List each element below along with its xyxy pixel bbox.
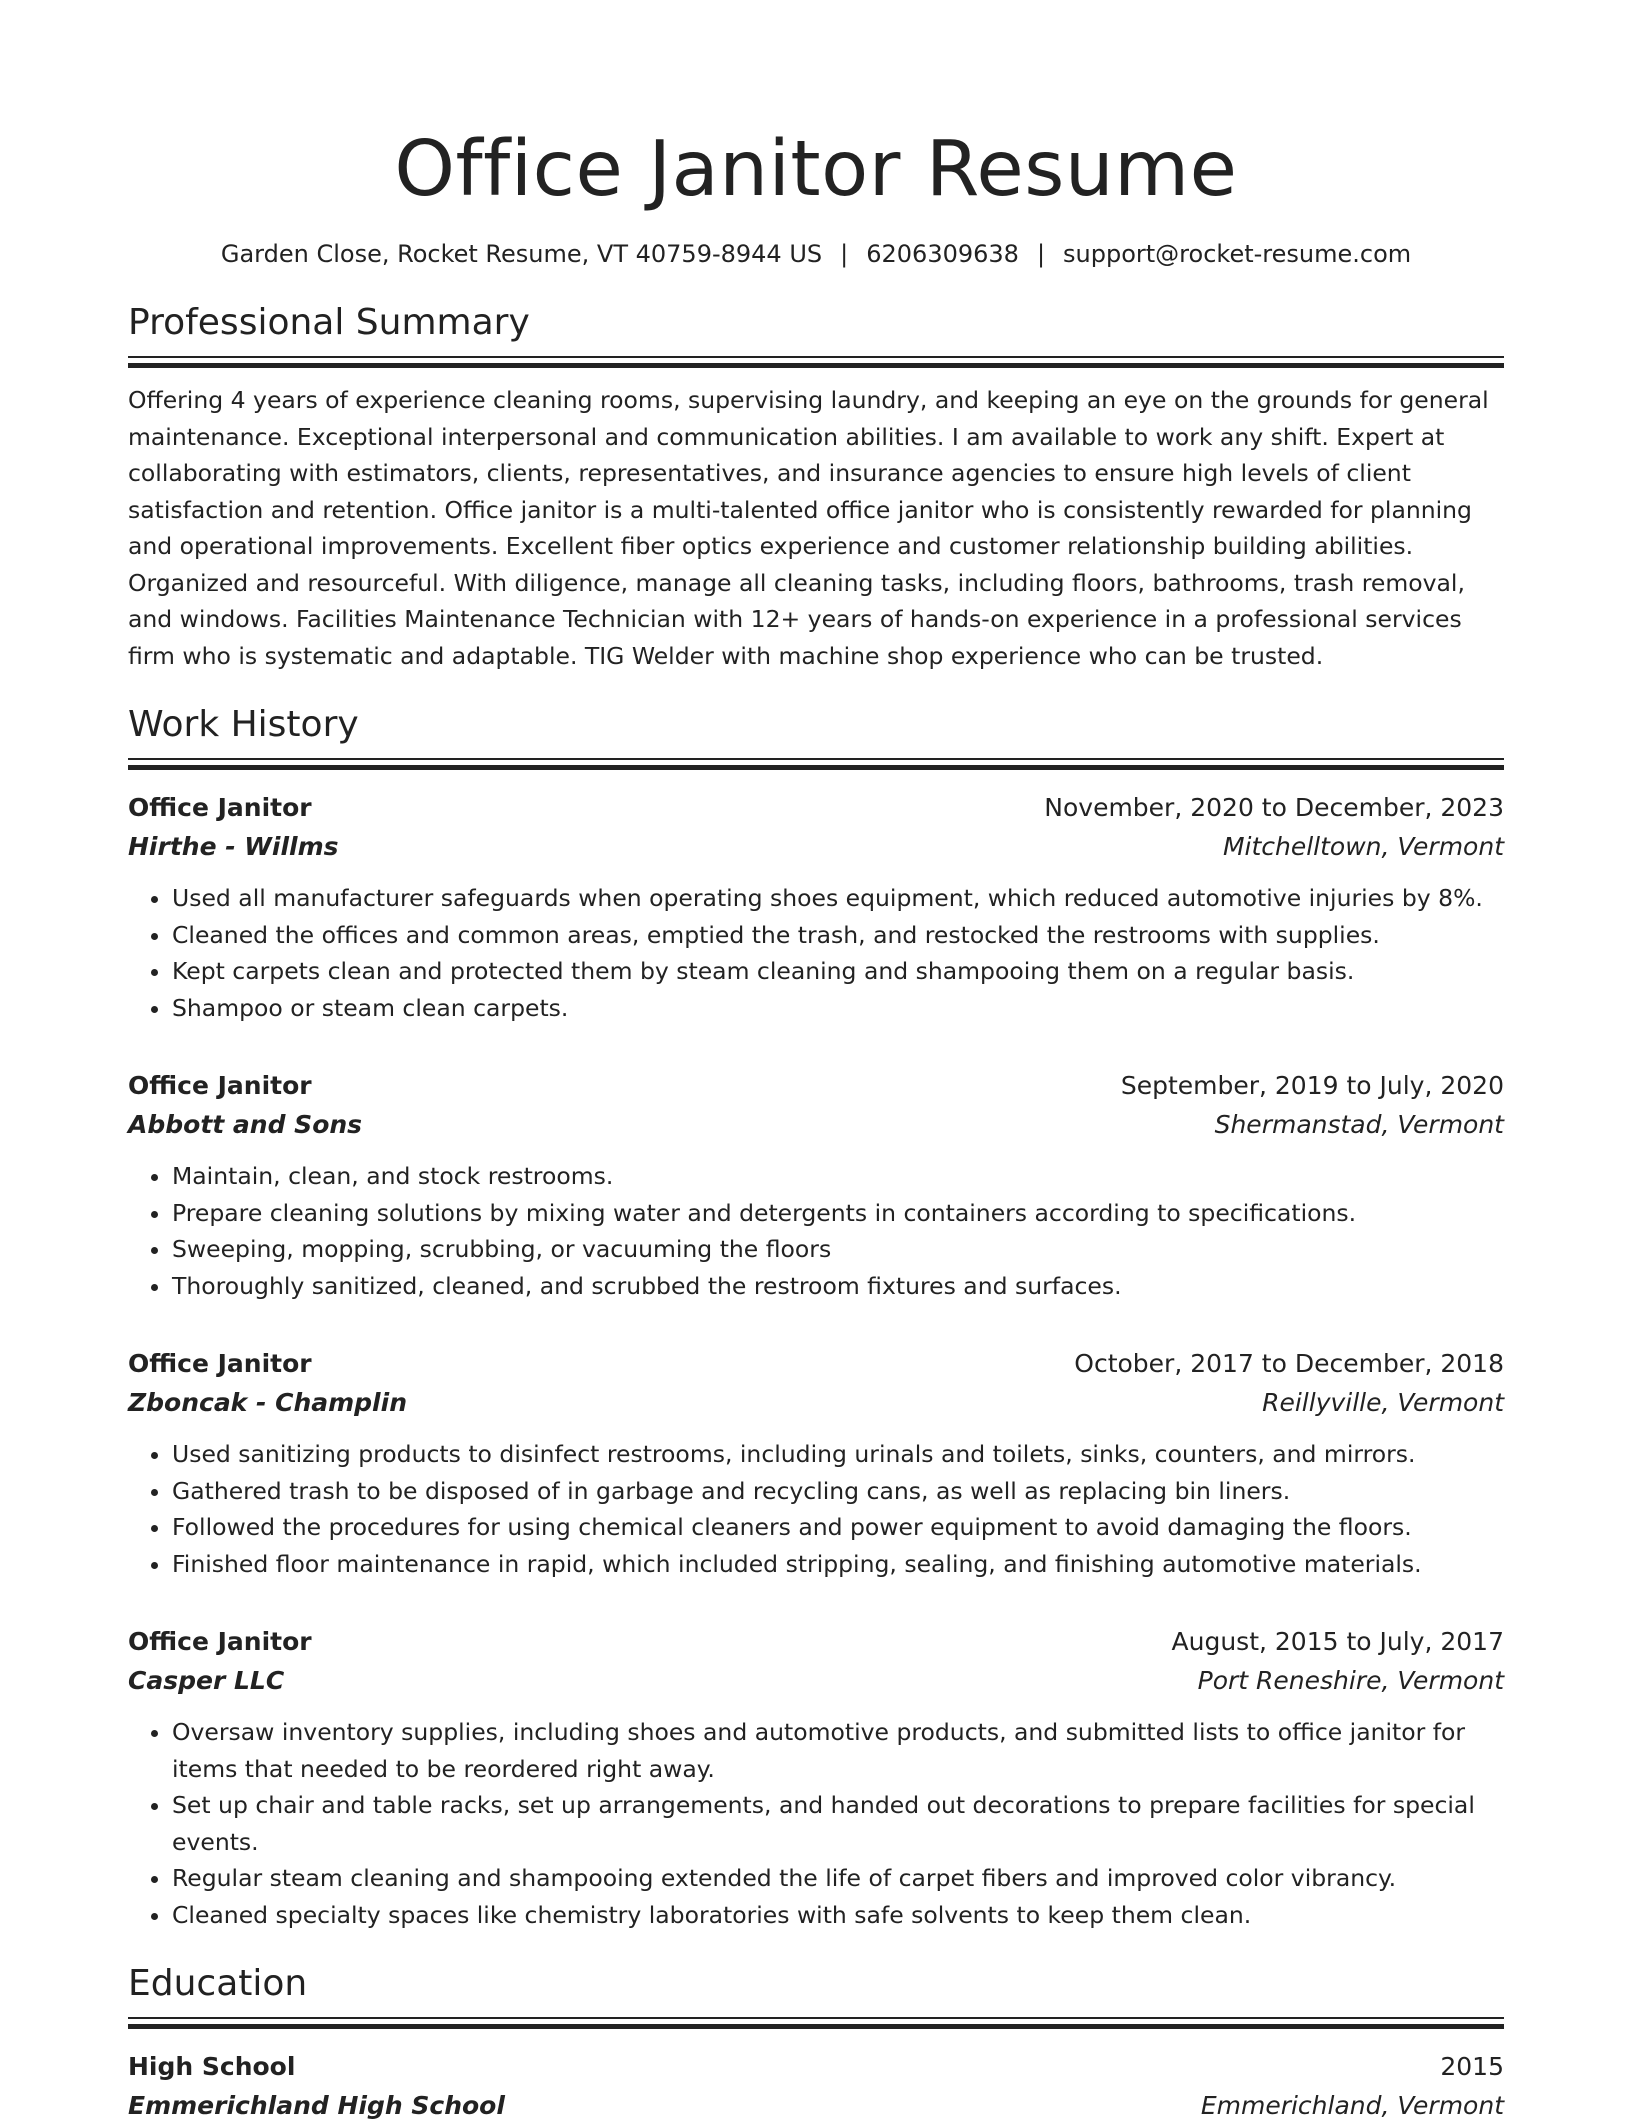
work-history-heading: Work History [128, 704, 359, 745]
education-section [128, 1959, 1504, 2125]
contact-phone: 6206309638 [866, 240, 1019, 268]
job-bullet: • Cleaned the offices and common areas, emptied the trash, and restocked the restrooms with supplies. [172, 917, 1504, 954]
contact-separator: | [1036, 240, 1046, 268]
contact-address: Garden Close, Rocket Resume, VT 40759-8944 US [220, 240, 823, 268]
job-bullets [128, 1714, 1504, 1933]
job-bullet: • Used all manufacturer safeguards when operating shoes equipment, which reduced automotive injuries by 8%. [172, 880, 1504, 917]
job-company-row [128, 827, 1504, 866]
job-bullet: • Thoroughly sanitized, cleaned, and scrubbed the restroom fixtures and surfaces. [172, 1268, 1504, 1305]
section-divider [128, 356, 1504, 368]
job-bullet: • Shampoo or steam clean carpets. [172, 990, 1504, 1027]
job-header-row [128, 1344, 1504, 1383]
job-dates: November, 2020 to December, 2023 [1044, 793, 1504, 822]
job-entry [128, 1344, 1504, 1582]
job-title: Office Janitor [128, 1349, 312, 1378]
job-bullet: • Maintain, clean, and stock restrooms. [172, 1158, 1504, 1195]
job-entry [128, 788, 1504, 1026]
contact-line [128, 236, 1504, 272]
job-dates: August, 2015 to July, 2017 [1171, 1627, 1504, 1656]
job-header-row [128, 1066, 1504, 1105]
education-location: Emmerichland, Vermont [1200, 2091, 1504, 2120]
summary-section [128, 298, 1504, 674]
job-location: Shermanstad, Vermont [1214, 1110, 1504, 1139]
resume-page [128, 0, 1504, 2125]
job-dates: September, 2019 to July, 2020 [1120, 1071, 1504, 1100]
job-bullet: • Cleaned specialty spaces like chemistry laboratories with safe solvents to keep them clean. [172, 1897, 1504, 1934]
education-entry [128, 2047, 1504, 2125]
job-company: Hirthe - Willms [128, 832, 339, 861]
job-bullets [128, 880, 1504, 1026]
job-bullets [128, 1158, 1504, 1304]
job-company: Zboncak - Champlin [128, 1388, 407, 1417]
job-bullet: • Oversaw inventory supplies, including shoes and automotive products, and submitted lists to office janitor for items that needed to be reordered right away. [172, 1714, 1504, 1787]
job-bullet: • Gathered trash to be disposed of in garbage and recycling cans, as well as replacing bin liners. [172, 1473, 1504, 1510]
job-title: Office Janitor [128, 1071, 312, 1100]
job-bullet: • Finished floor maintenance in rapid, which included stripping, sealing, and finishing automotive materials. [172, 1546, 1504, 1583]
job-header-row [128, 1622, 1504, 1661]
job-location: Port Reneshire, Vermont [1197, 1666, 1504, 1695]
education-heading: Education [128, 1963, 308, 2004]
section-divider [128, 2017, 1504, 2029]
education-school: Emmerichland High School [128, 2091, 505, 2120]
job-entry [128, 1066, 1504, 1304]
job-bullet: • Sweeping, mopping, scrubbing, or vacuuming the floors [172, 1231, 1504, 1268]
job-bullet: • Kept carpets clean and protected them by steam cleaning and shampooing them on a regular basis. [172, 953, 1504, 990]
job-entry [128, 1622, 1504, 1933]
job-bullet: • Set up chair and table racks, set up arrangements, and handed out decorations to prepare facilities for special events. [172, 1787, 1504, 1860]
job-company: Casper LLC [128, 1666, 285, 1695]
job-bullet: • Used sanitizing products to disinfect restrooms, including urinals and toilets, sinks, counters, and mirrors. [172, 1436, 1504, 1473]
summary-heading: Professional Summary [128, 302, 530, 343]
job-title: Office Janitor [128, 793, 312, 822]
job-bullet: • Regular steam cleaning and shampooing extended the life of carpet fibers and improved color vibrancy. [172, 1860, 1504, 1897]
job-company-row [128, 1105, 1504, 1144]
job-location: Reillyville, Vermont [1262, 1388, 1504, 1417]
job-company: Abbott and Sons [128, 1110, 363, 1139]
contact-email: support@rocket-resume.com [1063, 240, 1412, 268]
resume-title: Office Janitor Resume [394, 125, 1238, 214]
job-company-row [128, 1661, 1504, 1700]
education-year: 2015 [1440, 2052, 1504, 2081]
contact-separator: | [840, 240, 849, 268]
summary-text: Offering 4 years of experience cleaning rooms, supervising laundry, and keeping an eye on the grounds for general maintenance. Exceptional interpersonal and communication abilities. I am available to work any shift. Expert at collaborating with estimators, clients, representatives, and insurance agencies to ensure high levels of client satisfaction and retention. Office janitor is a multi-talented office janitor who is consistently rewarded for planning and operational improvements. Excellent fiber optics experience and customer relationship building abilities. Organized and resourceful. With diligence, manage all cleaning tasks, including floors, bathrooms, trash removal, and windows. Facilities Maintenance Technician with 12+ years of hands-on experience in a professional services firm who is systematic and adaptable. TIG Welder with machine shop experience who can be trusted. [128, 386, 1489, 670]
education-school-row [128, 2086, 1504, 2125]
job-company-row [128, 1383, 1504, 1422]
education-degree: High School [128, 2052, 296, 2081]
job-bullets [128, 1436, 1504, 1582]
job-bullet: • Followed the procedures for using chemical cleaners and power equipment to avoid damaging the floors. [172, 1509, 1504, 1546]
section-divider [128, 758, 1504, 770]
job-title: Office Janitor [128, 1627, 312, 1656]
job-header-row [128, 788, 1504, 827]
work-history-section [128, 700, 1504, 1933]
job-dates: October, 2017 to December, 2018 [1074, 1349, 1504, 1378]
education-header-row [128, 2047, 1504, 2086]
job-location: Mitchelltown, Vermont [1222, 832, 1504, 861]
job-bullet: • Prepare cleaning solutions by mixing water and detergents in containers according to specifications. [172, 1195, 1504, 1232]
